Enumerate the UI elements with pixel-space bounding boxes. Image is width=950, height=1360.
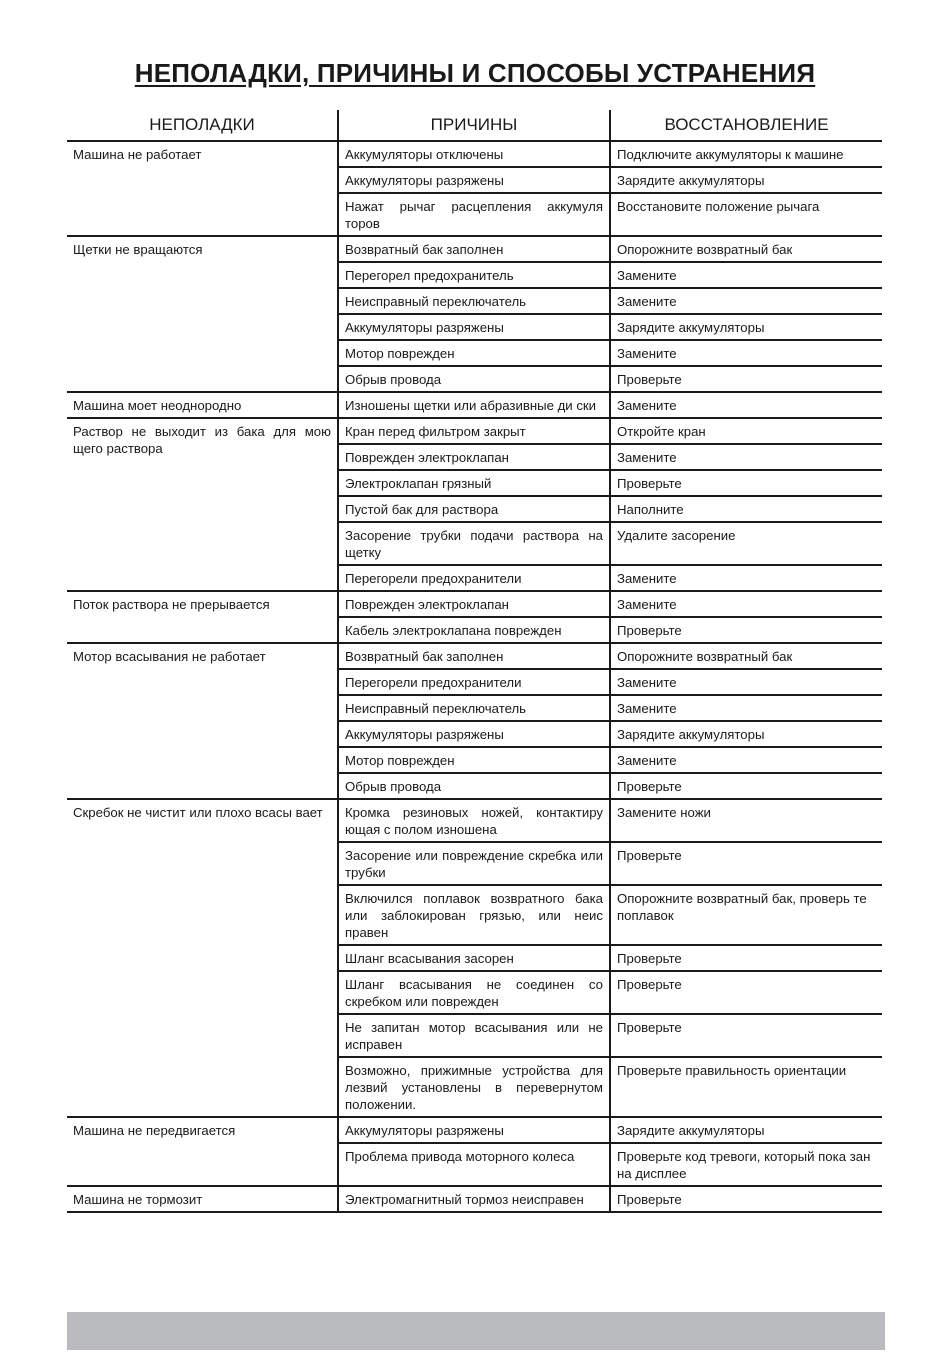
remedy-cell: Проверьте xyxy=(610,842,882,885)
table-row xyxy=(67,1186,882,1212)
remedy-cell: Проверьте xyxy=(610,945,882,971)
remedy-cell: Зарядите аккумуляторы xyxy=(610,1117,882,1143)
remedy-cell: Опорожните возвратный бак xyxy=(610,643,882,669)
table-row xyxy=(67,643,882,669)
cause-cell: Шланг всасывания не соединен со скребком или поврежден xyxy=(338,971,610,1014)
page-title: НЕПОЛАДКИ, ПРИЧИНЫ И СПОСОБЫ УСТРАНЕНИЯ xyxy=(134,58,816,88)
remedy-cell: Проверьте xyxy=(610,773,882,799)
remedy-cell: Замените xyxy=(610,340,882,366)
remedy-cell: Проверьте xyxy=(610,470,882,496)
problem-cell: Машина не тормозит xyxy=(67,1186,338,1212)
header-remedies: ВОССТАНОВЛЕНИЕ xyxy=(610,110,882,141)
header-problems: НЕПОЛАДКИ xyxy=(67,110,338,141)
cause-cell: Возвратный бак заполнен xyxy=(338,236,610,262)
cause-cell: Мотор поврежден xyxy=(338,340,610,366)
cause-cell: Обрыв провода xyxy=(338,366,610,392)
cause-cell: Мотор поврежден xyxy=(338,747,610,773)
cause-cell: Проблема привода моторного колеса xyxy=(338,1143,610,1186)
table-row xyxy=(67,799,882,842)
remedy-cell: Проверьте код тревоги, который пока зан на дисплее xyxy=(610,1143,882,1186)
cause-cell: Возможно, прижимные устройства для лезвий установлены в перевернутом положении. xyxy=(338,1057,610,1117)
cause-cell: Электроклапан грязный xyxy=(338,470,610,496)
remedy-cell: Проверьте xyxy=(610,1186,882,1212)
cause-cell: Пустой бак для раствора xyxy=(338,496,610,522)
remedy-cell: Замените xyxy=(610,695,882,721)
table-row xyxy=(67,418,882,444)
cause-cell: Перегорели предохранители xyxy=(338,565,610,591)
cause-cell: Аккумуляторы разряжены xyxy=(338,314,610,340)
remedy-cell: Замените xyxy=(610,392,882,418)
remedy-cell: Проверьте xyxy=(610,617,882,643)
remedy-cell: Зарядите аккумуляторы xyxy=(610,167,882,193)
cause-cell: Засорение или повреждение скребка или трубки xyxy=(338,842,610,885)
remedy-cell: Проверьте xyxy=(610,971,882,1014)
cause-cell: Обрыв провода xyxy=(338,773,610,799)
remedy-cell: Замените xyxy=(610,444,882,470)
cause-cell: Возвратный бак заполнен xyxy=(338,643,610,669)
remedy-cell: Зарядите аккумуляторы xyxy=(610,314,882,340)
cause-cell: Поврежден электроклапан xyxy=(338,444,610,470)
remedy-cell: Замените xyxy=(610,591,882,617)
problem-cell: Машина не передвигается xyxy=(67,1117,338,1186)
cause-cell: Перегорели предохранители xyxy=(338,669,610,695)
remedy-cell: Проверьте xyxy=(610,366,882,392)
troubleshooting-table-container xyxy=(67,110,882,1213)
cause-cell: Кромка резиновых ножей, контактиру ющая с полом изношена xyxy=(338,799,610,842)
remedy-cell: Проверьте правильность ориентации xyxy=(610,1057,882,1117)
cause-cell: Поврежден электроклапан xyxy=(338,591,610,617)
cause-cell: Включился поплавок возвратного бака или заблокирован грязью, или неис правен xyxy=(338,885,610,945)
cause-cell: Аккумуляторы отключены xyxy=(338,141,610,167)
cause-cell: Засорение трубки подачи раствора на щетку xyxy=(338,522,610,565)
problem-cell: Щетки не вращаются xyxy=(67,236,338,392)
remedy-cell: Опорожните возвратный бак, проверь те поплавок xyxy=(610,885,882,945)
cause-cell: Шланг всасывания засорен xyxy=(338,945,610,971)
cause-cell: Не запитан мотор всасывания или не исправен xyxy=(338,1014,610,1057)
table-row xyxy=(67,141,882,167)
remedy-cell: Удалите засорение xyxy=(610,522,882,565)
problem-cell: Мотор всасывания не работает xyxy=(67,643,338,799)
remedy-cell: Замените ножи xyxy=(610,799,882,842)
remedy-cell: Замените xyxy=(610,565,882,591)
problem-cell: Скребок не чистит или плохо всасы вает xyxy=(67,799,338,1117)
cause-cell: Электромагнитный тормоз неисправен xyxy=(338,1186,610,1212)
table-row xyxy=(67,392,882,418)
remedy-cell: Замените xyxy=(610,747,882,773)
problem-cell: Машина моет неоднородно xyxy=(67,392,338,418)
table-row xyxy=(67,591,882,617)
remedy-cell: Зарядите аккумуляторы xyxy=(610,721,882,747)
remedy-cell: Наполните xyxy=(610,496,882,522)
problem-cell: Раствор не выходит из бака для мою щего раствора xyxy=(67,418,338,591)
cause-cell: Аккумуляторы разряжены xyxy=(338,721,610,747)
cause-cell: Кран перед фильтром закрыт xyxy=(338,418,610,444)
cause-cell: Аккумуляторы разряжены xyxy=(338,167,610,193)
cause-cell: Неисправный переключатель xyxy=(338,288,610,314)
cause-cell: Изношены щетки или абразивные ди ски xyxy=(338,392,610,418)
remedy-cell: Замените xyxy=(610,262,882,288)
table-body xyxy=(67,141,882,1212)
troubleshooting-table xyxy=(67,110,882,1213)
problem-cell: Машина не работает xyxy=(67,141,338,236)
cause-cell: Перегорел предохранитель xyxy=(338,262,610,288)
remedy-cell: Восстановите положение рычага xyxy=(610,193,882,236)
remedy-cell: Замените xyxy=(610,669,882,695)
header-causes: ПРИЧИНЫ xyxy=(338,110,610,141)
cause-cell: Нажат рычаг расцепления аккумуля торов xyxy=(338,193,610,236)
remedy-cell: Опорожните возвратный бак xyxy=(610,236,882,262)
table-row xyxy=(67,1117,882,1143)
table-row xyxy=(67,236,882,262)
remedy-cell: Проверьте xyxy=(610,1014,882,1057)
table-header-row xyxy=(67,110,882,141)
remedy-cell: Откройте кран xyxy=(610,418,882,444)
cause-cell: Неисправный переключатель xyxy=(338,695,610,721)
cause-cell: Кабель электроклапана поврежден xyxy=(338,617,610,643)
problem-cell: Поток раствора не прерывается xyxy=(67,591,338,643)
remedy-cell: Подключите аккумуляторы к машине xyxy=(610,141,882,167)
remedy-cell: Замените xyxy=(610,288,882,314)
footer-bar xyxy=(67,1312,885,1350)
cause-cell: Аккумуляторы разряжены xyxy=(338,1117,610,1143)
